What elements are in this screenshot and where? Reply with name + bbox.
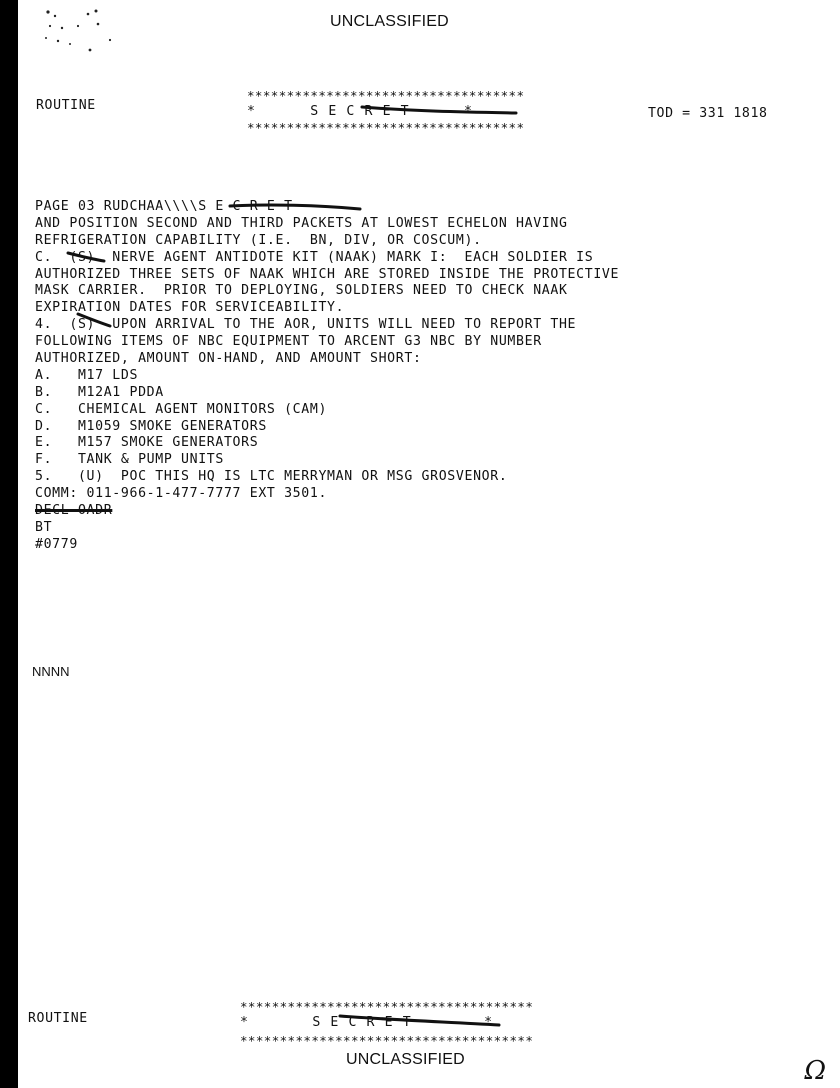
classification-top: UNCLASSIFIED xyxy=(330,13,449,30)
body-line: FOLLOWING ITEMS OF NBC EQUIPMENT TO ARCENT G3 NBC BY NUMBER xyxy=(35,334,542,350)
stars-bottom-2: ************************************* xyxy=(240,1033,534,1048)
body-line: B. M12A1 PDDA xyxy=(35,384,164,400)
body-line: AUTHORIZED THREE SETS OF NAAK WHICH ARE STORED INSIDE THE PROTECTIVE xyxy=(35,266,620,282)
body-line: REFRIGERATION CAPABILITY (I.E. BN, DIV, OR COSCUM). xyxy=(35,232,482,248)
secret-row-top: * S E C R E T * xyxy=(247,104,473,119)
stars-top-2: *********************************** xyxy=(247,120,525,135)
precedence-bottom: ROUTINE xyxy=(28,1011,88,1026)
strike-top xyxy=(360,103,520,117)
strike-bottom xyxy=(338,1012,503,1028)
body-line: #0779 xyxy=(35,536,78,552)
body-line: C. (S) NERVE AGENT ANTIDOTE KIT (NAAK) MARK I: EACH SOLDIER IS xyxy=(35,249,594,265)
body-line: C. CHEMICAL AGENT MONITORS (CAM) xyxy=(35,401,328,417)
body-line: AUTHORIZED, AMOUNT ON-HAND, AND AMOUNT SHORT: xyxy=(35,351,422,367)
body-line: F. TANK & PUMP UNITS xyxy=(35,452,224,468)
strike-para-c xyxy=(66,250,106,264)
body-line: 5. (U) POC THIS HQ IS LTC MERRYMAN OR MSG GROSVENOR. xyxy=(35,469,508,485)
message-body xyxy=(35,199,619,554)
stars-bottom-1: ************************************* xyxy=(240,999,534,1014)
secret-row-bottom: * S E C R E T * xyxy=(240,1015,494,1030)
body-line: COMM: 011-966-1-477-7777 EXT 3501. xyxy=(35,486,328,502)
body-line: PAGE 03 RUDCHAA\\\\S E C R E T xyxy=(35,199,293,214)
classification-bottom: UNCLASSIFIED xyxy=(346,1051,465,1068)
end-of-message-marker: NNNN xyxy=(32,664,70,679)
body-line: E. M157 SMOKE GENERATORS xyxy=(35,435,259,451)
body-line: A. M17 LDS xyxy=(35,367,139,383)
corner-mark: Ω xyxy=(804,1056,826,1086)
body-line-declassification: DECL OADR xyxy=(35,503,113,519)
precedence-top: ROUTINE xyxy=(36,98,96,113)
body-line: D. M1059 SMOKE GENERATORS xyxy=(35,418,267,434)
body-line: EXPIRATION DATES FOR SERVICEABILITY. xyxy=(35,300,345,316)
body-line: AND POSITION SECOND AND THIRD PACKETS AT LOWEST ECHELON HAVING xyxy=(35,215,568,231)
body-line: 4. (S) UPON ARRIVAL TO THE AOR, UNITS WILL NEED TO REPORT THE xyxy=(35,317,577,333)
strike-page-header xyxy=(228,200,363,214)
stars-top-1: *********************************** xyxy=(247,88,525,103)
handwritten-marks xyxy=(40,6,130,56)
body-line: MASK CARRIER. PRIOR TO DEPLOYING, SOLDIERS NEED TO CHECK NAAK xyxy=(35,283,568,299)
scan-edge-bar xyxy=(0,0,18,1088)
tod-stamp: TOD = 331 1818 xyxy=(648,106,768,121)
body-line: BT xyxy=(35,519,53,535)
strike-para-4 xyxy=(76,312,112,328)
